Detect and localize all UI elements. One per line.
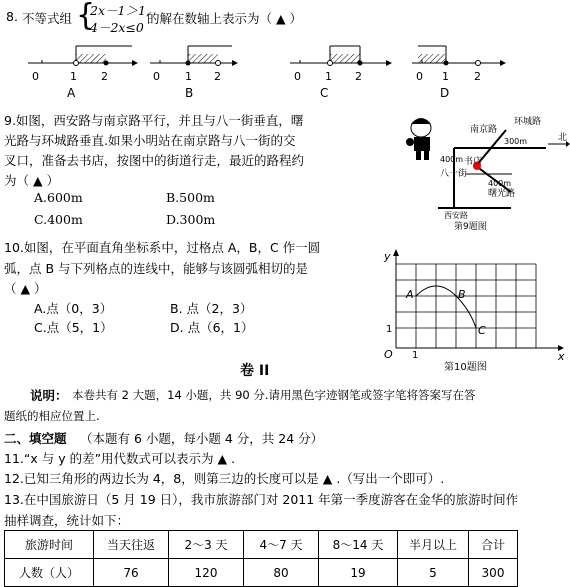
option-a-label: A [67,86,76,100]
graph-one-y: 1 [386,324,393,335]
q8-brace: { [76,0,96,33]
d-tick-0: 0 [416,70,423,83]
part-desc: （本题有 6 小题，每小题 4 分，共 24 分） [80,431,324,446]
map-300m: 300m [504,137,528,146]
table-header-cell: 8～14 天 [319,531,398,559]
map-shudian: 书店 [464,157,483,167]
q10-line2: 弧，点 B 与下列格点的连线中，能够与该圆弧相切的是 [4,261,309,276]
option-d-label: D [440,86,450,100]
d-tick-1: 1 [442,70,449,83]
map-bayi: 八一街 [440,169,468,179]
table-header-cell: 合计 [469,531,518,559]
q9-line4: 为（ ▲ ） [4,173,60,188]
table-header-cell: 半月以上 [398,531,469,559]
b-tick-0: 0 [153,70,160,83]
grid-lines [396,264,536,348]
q8-suffix: 的解在数轴上表示为（ ▲ ） [147,11,303,26]
graph-caption: 第10题图 [444,362,487,373]
q8-ineq2: 4－2x≤0 [90,20,144,35]
table-header-cell: 2～3 天 [169,531,244,559]
map-huancheng: 环城路 [514,117,542,127]
c-tick-1: 1 [325,70,332,83]
graph-x-label: x [558,350,565,363]
table-header-cell: 4～7 天 [244,531,319,559]
boy-figure-icon [406,118,431,160]
q10-option-c: C.点（5，1） [34,320,113,335]
map-400m-right: 400m [488,179,512,188]
q9-line1: 9.如图，西安路与南京路平行，并且与八一街垂直，曙 [4,113,304,128]
table-cell: 300 [469,559,518,587]
graph-one-x: 1 [412,350,419,361]
note-text-2: 题纸的相应位置上. [4,409,100,423]
q10-line3: （ ▲ ） [4,281,47,296]
option-d-number-line [412,46,506,100]
note-label: 说明： [30,388,68,403]
q13-line2: 抽样调查，统计如下： [4,513,130,528]
option-c-label: C [320,86,329,100]
b-tick-1: 1 [185,70,192,83]
table-cell: 120 [169,559,244,587]
q9-line2: 光路与环城路垂直.如果小明站在南京路与八一街的交 [4,133,296,148]
map-shuguang: 曙光路 [488,189,516,199]
q10-coordinate-graph [378,246,570,374]
q8-number-lines [0,40,570,102]
map-nanjing: 南京路 [470,125,498,135]
q10-option-a: A.点（0，3） [34,301,113,316]
table-row [5,559,518,587]
table-header-cell: 当天往返 [94,531,169,559]
q8-prefix: 不等式组 [22,11,73,26]
a-tick-0: 0 [32,70,39,83]
q9-street-map [396,108,570,234]
q9-option-d: D.300m [166,212,216,227]
table-cell: 80 [244,559,319,587]
part-title: 二、填空题 [4,431,67,446]
q12-text: 12.已知三角形的两边长为 4，8，则第三边的长度可以是 ▲ .（写出一个即可）. [4,471,445,486]
table-header-row [5,531,518,559]
q10-option-d: D. 点（6，1） [170,320,254,335]
travel-time-table [4,530,518,587]
point-c: C [478,324,486,337]
d-tick-2: 2 [474,70,481,83]
q9-option-b: B.500m [166,190,215,205]
q10-line1: 10.如图，在平面直角坐标系中，过格点 A，B，C 作一圆 [4,240,321,255]
q13-line1: 13.在中国旅游日（5 月 19 日），我市旅游部门对 2011 年第一季度游客在金华的旅游时间作 [4,492,519,507]
q9-option-a: A.600m [34,190,83,205]
b-tick-2: 2 [214,70,221,83]
map-caption: 第9题图 [454,222,487,232]
table-header-cell: 旅游时间 [5,531,94,559]
map-north: 北 [558,133,568,143]
map-400m-left: 400m [440,155,464,164]
note-text: 本卷共有 2 大题，14 小题，共 90 分.请用黑色字迹钢笔或签字笔将答案写在答 [72,388,476,402]
point-a: A [406,288,414,301]
table-cell: 5 [398,559,469,587]
table-cell: 76 [94,559,169,587]
table-cell: 人数（人） [5,559,94,587]
c-tick-2: 2 [355,70,362,83]
y-axis-arrow-icon [393,249,399,256]
map-xian: 西安路 [444,211,468,220]
section-title: 卷 II [240,363,270,379]
q8-ineq1: 2x－1＞1, [90,3,150,18]
option-a-number-line [28,46,138,100]
graph-origin: O [384,348,393,361]
q10-option-b: B. 点（2，3） [170,301,253,316]
q9-line3: 叉口，准备去书店，按图中的街道行走，最近的路程约 [4,153,305,168]
a-tick-1: 1 [70,70,77,83]
q11-text: 11.“x 与 y 的差”用代数式可以表示为 ▲ . [4,451,236,466]
c-tick-0: 0 [294,70,301,83]
graph-y-label: y [384,250,391,263]
point-b: B [458,288,466,301]
a-tick-2: 2 [101,70,108,83]
table-cell: 19 [319,559,398,587]
option-b-number-line [150,46,238,100]
option-b-label: B [185,86,194,100]
circular-arc [416,286,476,328]
q9-option-c: C.400m [34,212,83,227]
q8-number: 8. [6,9,18,24]
option-c-number-line [290,46,392,100]
